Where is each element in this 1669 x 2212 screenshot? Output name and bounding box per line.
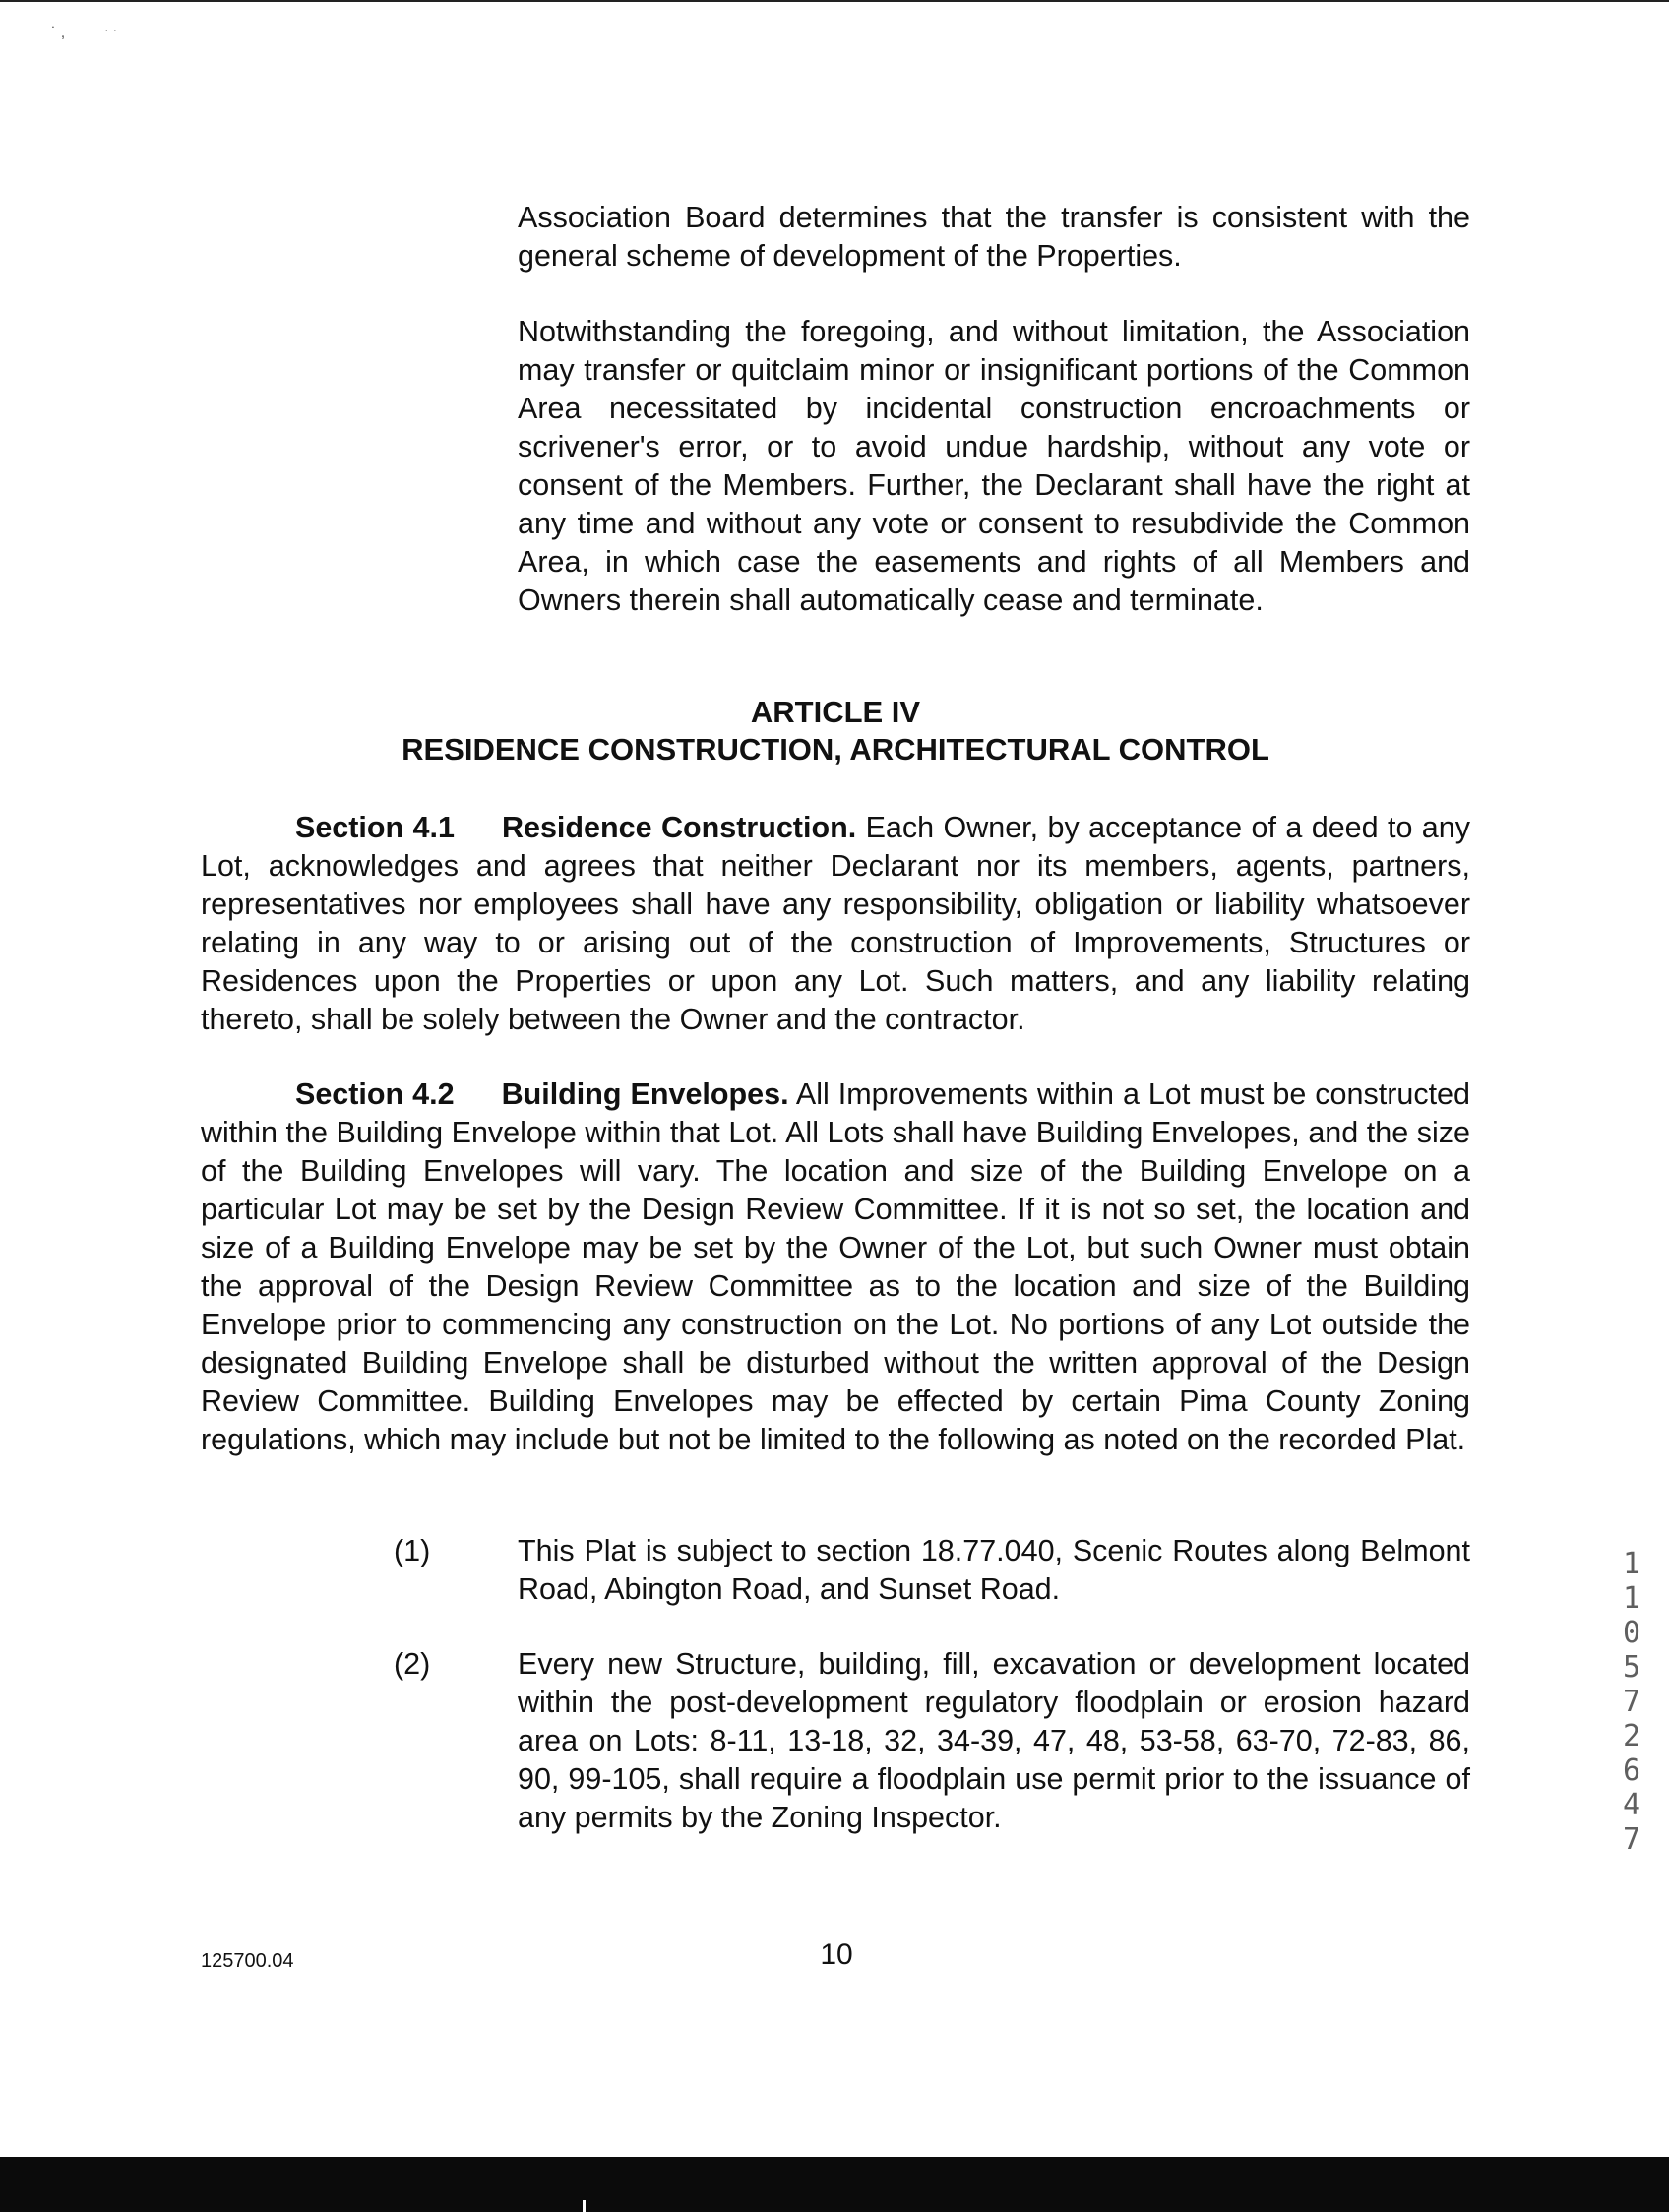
section-4-2-paragraph — [201, 1075, 1470, 1459]
section-4-1-title: Residence Construction. — [501, 811, 857, 844]
scan-artifact-mark: · · — [104, 22, 118, 37]
article-number: ARTICLE IV — [750, 695, 921, 729]
intro-paragraph-2: Notwithstanding the foregoing, and without limitation, the Association may transfer or quitclaim minor or insignificant portions of the Common Area necessitated by incidental construction encroachments or scrivener's error, or to avoid undue hardship, without any vote or consent of the Members. Further, the Declarant shall have the right at any time and without any vote or consent to resubdivide the Common Area, in which case the easements and rights of all Members and Owners therein shall automatically cease and terminate. — [518, 315, 1470, 617]
article-title: RESIDENCE CONSTRUCTION, ARCHITECTURAL CONTROL — [402, 732, 1269, 767]
intro-paragraph-1: Association Board determines that the transfer is consistent with the general scheme of development of the Properties. — [518, 201, 1470, 273]
section-4-2-label: Section 4.2 — [295, 1077, 455, 1111]
page-number: 10 — [820, 1938, 853, 1971]
section-4-2-title: Building Envelopes. — [501, 1077, 789, 1111]
scan-border-gap — [583, 2200, 586, 2212]
section-4-1-paragraph — [201, 809, 1470, 1039]
list-item-number: (2) — [394, 1647, 431, 1681]
section-4-2-text: All Improvements within a Lot must be constructed within the Building Envelope within that Lot. All Lots shall have Building Envelopes, and the size of the Building Envelopes will vary. The location and size of the Building Envelope on a particular Lot may be set by the Design Review Committee. If it is not so set, the location and size of a Building Envelope may be set by the Owner of the Lot, but such Owner must obtain the approval of the Design Review Committee as to the location and size of the Building Envelope prior to commencing any construction on the Lot. No portions of any Lot outside the designated Building Envelope shall be disturbed without the written approval of the Design Review Committee. Building Envelopes may be effected by certain Pima County Zoning regulations, which may include but not be limited to the following as noted on the recorded Plat. — [201, 1077, 1470, 1456]
recording-stamp: 11057 2647 — [1622, 1547, 1641, 1857]
list-item-text: Every new Structure, building, fill, excavation or development located within the post-development regulatory floodplain or erosion hazard area on Lots: 8-11, 13-18, 32, 34-39, 47, 48, 53-58, 63-70, 72-83, 86, 90, 99-105, shall require a floodplain use permit prior to the issuance of any permits by the Zoning Inspector. — [518, 1647, 1470, 1834]
scan-bottom-border — [0, 2157, 1669, 2212]
section-4-1-label: Section 4.1 — [295, 811, 455, 844]
list-item-number: (1) — [394, 1534, 431, 1567]
top-border-line — [0, 0, 1669, 2]
list-item-text: This Plat is subject to section 18.77.040, Scenic Routes along Belmont Road, Abington Road, and Sunset Road. — [518, 1534, 1470, 1606]
scan-artifact-mark: ˙ , — [51, 25, 66, 41]
section-4-1-text: Each Owner, by acceptance of a deed to any Lot, acknowledges and agrees that neither Declarant nor its members, agents, partners, representatives nor employees shall have any responsibility, obligation or liability whatsoever relating in any way to or arising out of the construction of Improvements, Structures or Residences upon the Properties or upon any Lot. Such matters, and any liability relating thereto, shall be solely between the Owner and the contractor. — [201, 811, 1470, 1036]
document-code: 125700.04 — [201, 1950, 294, 1972]
